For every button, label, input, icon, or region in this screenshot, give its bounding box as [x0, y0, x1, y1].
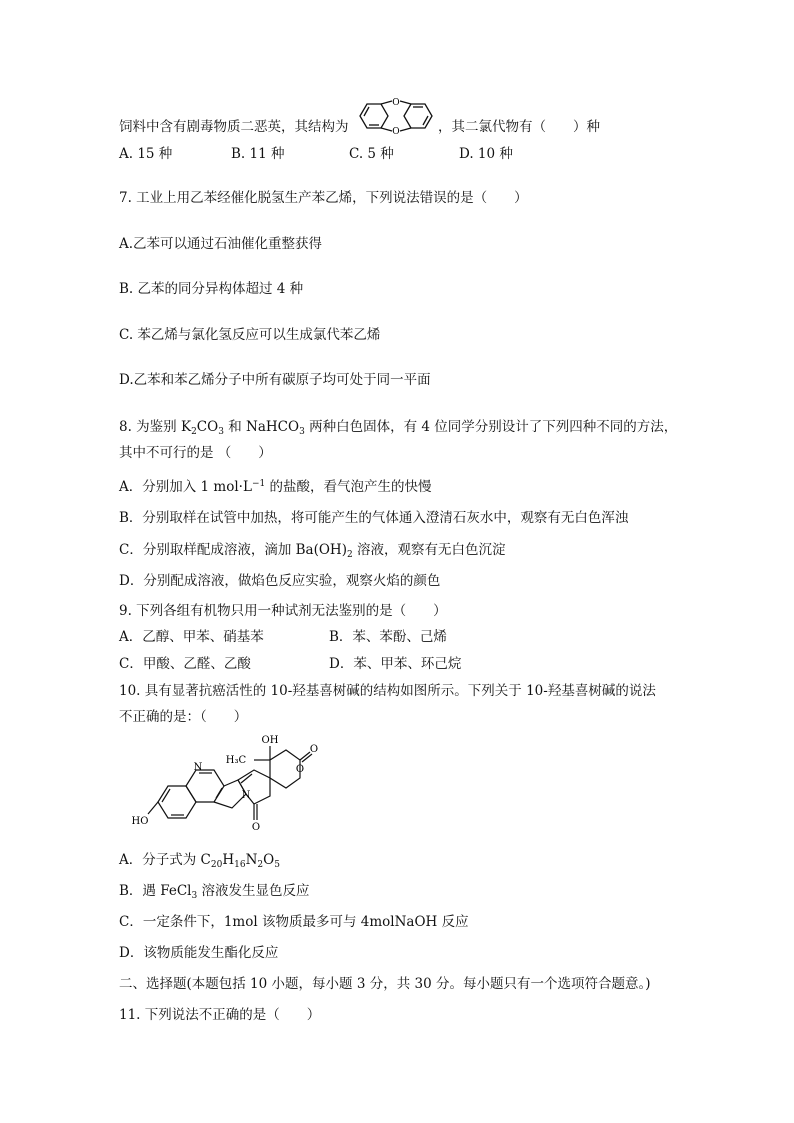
q8-subscript: 2 — [191, 427, 197, 437]
dioxin-o-bottom: O — [392, 127, 400, 136]
struct-o-ring: O — [295, 764, 305, 775]
q8-option-c — [119, 541, 506, 559]
struct-ch3: H₃C — [225, 755, 247, 766]
q8-option-a — [119, 478, 432, 496]
q6-stem-after: ，其二氯代物有（ ）种 — [438, 119, 600, 135]
struct-ho-left: HO — [131, 816, 149, 827]
struct-o-carbonyl: O — [309, 744, 318, 755]
q8-option-d: D．分别配成溶液，做焰色反应实验，观察火焰的颜色 — [119, 573, 441, 589]
q6-option-d: D. 10 种 — [459, 146, 513, 162]
q10-option-a — [119, 851, 280, 869]
q10-a-part: H — [222, 852, 235, 868]
struct-n1: N — [193, 762, 203, 773]
dioxin-o-top: O — [392, 98, 400, 108]
q8-option-b: B．分别取样在试管中加热，将可能产生的气体通入澄清石灰水中，观察有无白色浑浊 — [119, 510, 629, 526]
q10-a-sub: 5 — [274, 860, 280, 870]
q6-option-a: A. 15 种 — [119, 146, 173, 162]
q8-a-part: A．分别加入 1 mol·L — [119, 479, 252, 495]
q9-stem: 9. 下列各组有机物只用一种试剂无法鉴别的是（ ） — [119, 603, 447, 619]
q6-stem — [119, 118, 349, 136]
q9-option-d: D．苯、甲苯、环己烷 — [329, 656, 462, 672]
q7-stem: 7. 工业上用乙苯经催化脱氢生产苯乙烯，下列说法错误的是（ ） — [119, 190, 528, 206]
q8-stem-part: 8. 为鉴别 K — [119, 419, 192, 435]
q10-a-part: A．分子式为 C — [119, 852, 211, 868]
dioxin-structure — [356, 96, 436, 136]
q8-a-superscript: −1 — [251, 479, 266, 489]
q8-stem-line2: 其中不可行的是 （ ） — [119, 445, 272, 461]
q9-option-a: A．乙醇、甲苯、硝基苯 — [119, 629, 264, 645]
q8-c-part: 溶液，观察有无白色沉淀 — [352, 542, 506, 558]
q6-option-b: B. 11 种 — [231, 146, 285, 162]
q9-option-c: C．甲酸、乙醛、乙酸 — [119, 656, 251, 672]
q8-stem-part: CO — [196, 419, 219, 435]
struct-oh-top: OH — [261, 735, 279, 746]
q8-subscript: 3 — [218, 427, 224, 437]
q6-option-c: C. 5 种 — [349, 146, 394, 162]
q8-stem — [119, 418, 677, 436]
hydroxycamptothecin-structure — [128, 730, 318, 840]
q8-subscript: 3 — [299, 427, 305, 437]
q10-b-part: B．遇 FeCl — [119, 883, 192, 899]
q10-a-sub: 16 — [234, 860, 246, 870]
q8-stem-part: 两种白色固体，有 4 位同学分别设计了下列四种不同的方法， — [304, 419, 678, 435]
q10-a-sub: 20 — [210, 860, 223, 870]
q6-stem-before: 饲料中含有剧毒物质二恶英，其结构为 — [119, 119, 349, 135]
q10-option-b — [119, 882, 310, 900]
q10-b-sub: 3 — [191, 891, 198, 901]
q10-a-sub: 2 — [257, 860, 264, 870]
q8-subscript: 2 — [346, 550, 353, 560]
q7-option-a: A.乙苯可以通过石油催化重整获得 — [119, 236, 323, 252]
struct-n2: N — [241, 790, 251, 801]
q10-stem: 10. 具有显著抗癌活性的 10-羟基喜树碱的结构如图所示。下列关于 10-羟基喜树碱的说法 — [119, 683, 656, 699]
q10-b-part: 溶液发生显色反应 — [197, 883, 310, 899]
q10-a-part: N — [245, 852, 258, 868]
q10-a-part: O — [263, 852, 275, 868]
q7-option-c: C. 苯乙烯与氯化氢反应可以生成氯代苯乙烯 — [119, 327, 381, 343]
struct-o-lactam: O — [251, 822, 261, 833]
q10-option-d: D．该物质能发生酯化反应 — [119, 945, 279, 961]
section2-heading: 二、选择题(本题包括 10 小题，每小题 3 分，共 30 分。每小题只有一个选项符合题意。) — [119, 976, 651, 992]
q10-option-c: C．一定条件下，1mol 该物质最多可与 4molNaOH 反应 — [119, 914, 469, 930]
q7-option-b: B. 乙苯的同分异构体超过 4 种 — [119, 281, 304, 297]
q8-stem-part: 和 NaHCO — [223, 419, 300, 435]
q7-option-d: D.乙苯和苯乙烯分子中所有碳原子均可处于同一平面 — [119, 372, 431, 388]
q10-stem-line2: 不正确的是：（ ） — [119, 709, 248, 725]
q9-option-b: B．苯、苯酚、己烯 — [329, 629, 447, 645]
q11-stem: 11. 下列说法不正确的是（ ） — [119, 1007, 321, 1023]
q8-c-part: C．分别取样配成溶液，滴加 Ba(OH) — [119, 542, 347, 558]
q8-a-part: 的盐酸，看气泡产生的快慢 — [265, 479, 432, 495]
